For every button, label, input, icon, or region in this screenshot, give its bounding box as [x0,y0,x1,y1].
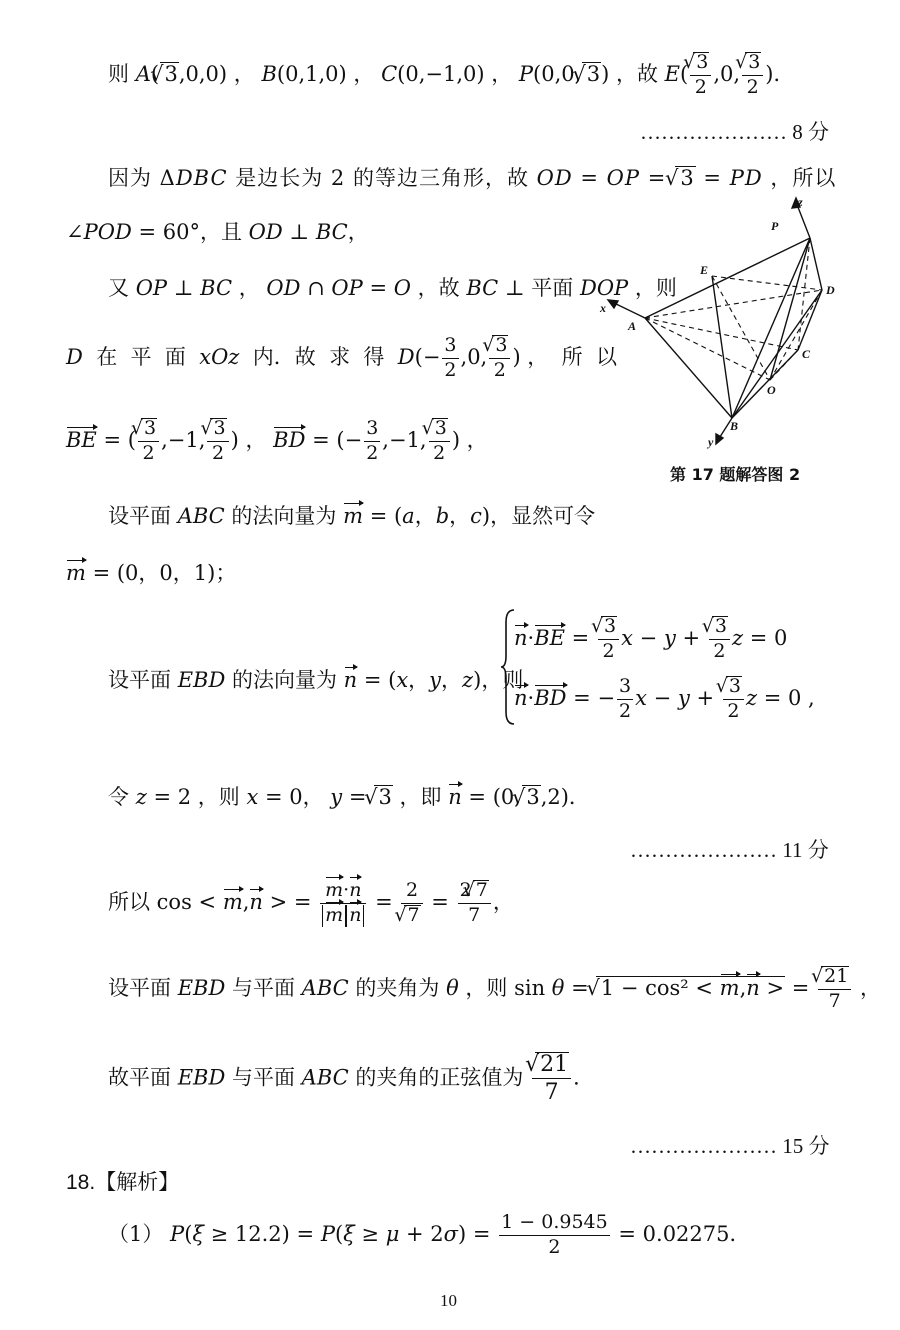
perpendicular-line: 又 OP ⊥ BC ， OD ∩ OP = O ，故 BC ⊥ 平面 DOP ，则 [108,276,677,300]
text-ze: 则 [108,61,136,86]
m-value-line: m = (0，0，1)； [66,561,237,585]
page-number: 10 [440,1291,457,1310]
label-A: A [628,319,637,333]
label-D: D [826,283,835,297]
label-y: y [708,435,714,449]
score-11: ………………… 11 分 [630,838,829,862]
sine-line: 设平面 EBD 与平面 ABC 的夹角为 θ ，则 sin θ = √ 1 − cos² < m,n > = √ $\frac{21}{7}$ ， [108,966,881,1013]
q18-heading: 18.【解析】 [66,1171,180,1194]
angle-line: ∠POD = 60°，且 OD ⊥ BC， [66,220,369,244]
score-8: ………………… 8 分 [640,120,829,144]
label-x: x [600,301,606,315]
label-C: C [802,347,811,361]
label-E: E [700,263,709,277]
x-axis [612,302,645,318]
equilateral-line: 因为 ΔDBC 是边长为 2 的等边三角形，故 OD = OP = √ 3 = PD ，所以 [108,166,836,189]
label-B: B [730,419,739,433]
solve-line: 令 z = 2 ，则 x = 0， y = √ 3 ，即 n = (0,√ 3,2)． [108,785,590,808]
label-P: P [771,219,779,233]
coordinates-line: 则 A(√ 3,0,0) ， B(0,1,0) ， C(0,−1,0) ， P(0,0,√ 3) ，故 E( √ $\frac{3}{2}$ ,0, √ $\frac{3}{2}$ )． [108,52,795,99]
label-O: O [767,383,776,397]
normal-n-line: 设平面 EBD 的法向量为 n = (x，y，z)，则 [108,668,524,692]
solution-figure [590,190,850,490]
q18-part1: （1） P(ξ ≥ 12.2) = P(ξ ≥ μ + 2σ) = $\frac{1 - 0.9545}{2}$ = 0.02275． [108,1211,751,1258]
conclusion-line: 故平面 EBD 与平面 ABC 的夹角的正弦值为 √ $\frac{21}{7}$ ． [108,1052,594,1106]
figure-caption: 第 17 题解答图 2 [670,465,801,484]
cosine-line: 所以 cos < m,n > = $\frac{m\cdot n}{\text{m n}}$ = 2 √ 7 = $\frac{2√ 7}{7}$ ， [108,880,514,927]
score-15: ………………… 15 分 [630,1134,830,1158]
normal-m-line: 设平面 ABC 的法向量为 m = (a，b，c)，显然可令 [108,504,596,528]
system-eq2: n·BD = − $\frac{3}{2}$ x − y + √ $\frac{3}{2}$ z = 0 , [514,676,815,723]
vectors-line: BE = ( √ $\frac{3}{2}$ ,−1, √ $\frac{3}{2}$ ) ， BD = (− $\frac{3}{2}$ ,−1, √ $\frac{3}{2}$ ) ， [66,418,488,465]
label-z: z [798,195,803,209]
system-eq1: n·BE = √ $\frac{3}{2}$ x − y + √ $\frac{3}{2}$ z = 0 [514,616,787,663]
point-d-line: D 在 平 面 xOz 内．故 求 得 D(− $\frac{3}{2}$ ,0, √ $\frac{3}{2}$ ) ， 所 以 [66,335,617,382]
